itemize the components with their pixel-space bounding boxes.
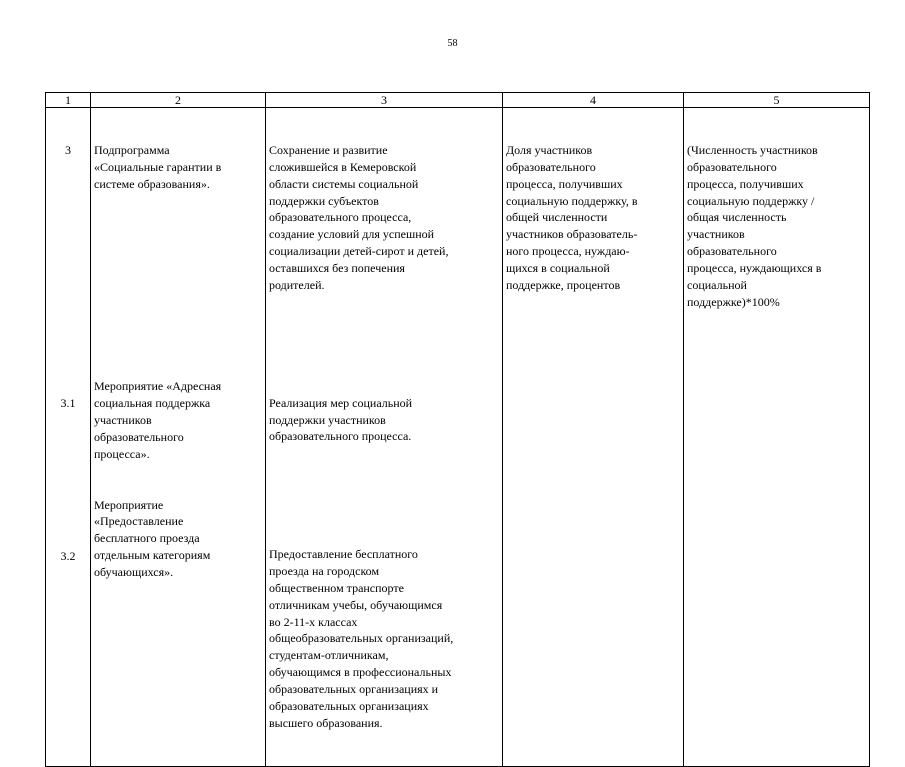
page-number: 58 bbox=[447, 38, 458, 49]
row-number: 3.2 bbox=[60, 548, 76, 563]
program-table bbox=[45, 92, 870, 767]
names-cell bbox=[91, 108, 266, 767]
table-header-row bbox=[46, 93, 870, 108]
measure-content: Реализация мер социальной поддержки участников образовательного процесса. bbox=[269, 395, 413, 444]
indicator-text: Доля участников образовательного процесса, получивших социальную поддержку, в общей численности участников образователь- ного процесса, нуждаю- щихся в социальной поддержке, процентов bbox=[506, 142, 638, 293]
subprogram-name: Подпрограмма «Социальные гарантии в системе образования». bbox=[94, 142, 222, 191]
subprogram-content: Сохранение и развитие сложившейся в Кемеровской области системы социальной поддержки субъектов образовательного процесса, создание условий для успешной социализации детей-сирот и детей, оставшихся без попечения родителей. bbox=[269, 142, 449, 293]
row-number: 3.1 bbox=[60, 396, 76, 411]
header-col-3: 3 bbox=[266, 93, 503, 108]
header-col-5: 5 bbox=[684, 93, 870, 108]
row-numbers-cell bbox=[46, 108, 91, 767]
indicator-cell bbox=[503, 108, 684, 767]
row-number: 3 bbox=[65, 142, 71, 157]
formula-text: (Численность участников образовательного процесса, получивших социальную поддержку / общая численность участников образовательного процесса, нуждающихся в социальной поддержке)*100% bbox=[687, 142, 822, 309]
formula-cell bbox=[684, 108, 870, 767]
header-col-2: 2 bbox=[91, 93, 266, 108]
header-col-1: 1 bbox=[46, 93, 91, 108]
measure-name: Мероприятие «Адресная социальная поддержка участников образовательного процесса». bbox=[94, 379, 222, 461]
measure-content: Предоставление бесплатного проезда на городском общественном транспорте отличникам учебы, обучающимся во 2-11-х классах общеобразовательных организаций, студентам-отличникам, обучающимся в профессиональных образовательных организациях и образовательных организациях высшего образования. bbox=[269, 546, 454, 730]
measure-name: Мероприятие «Предоставление бесплатного проезда отдельным категориям обучающихся». bbox=[94, 497, 211, 580]
header-col-4: 4 bbox=[503, 93, 684, 108]
contents-cell bbox=[266, 108, 503, 767]
table-row bbox=[46, 108, 870, 767]
